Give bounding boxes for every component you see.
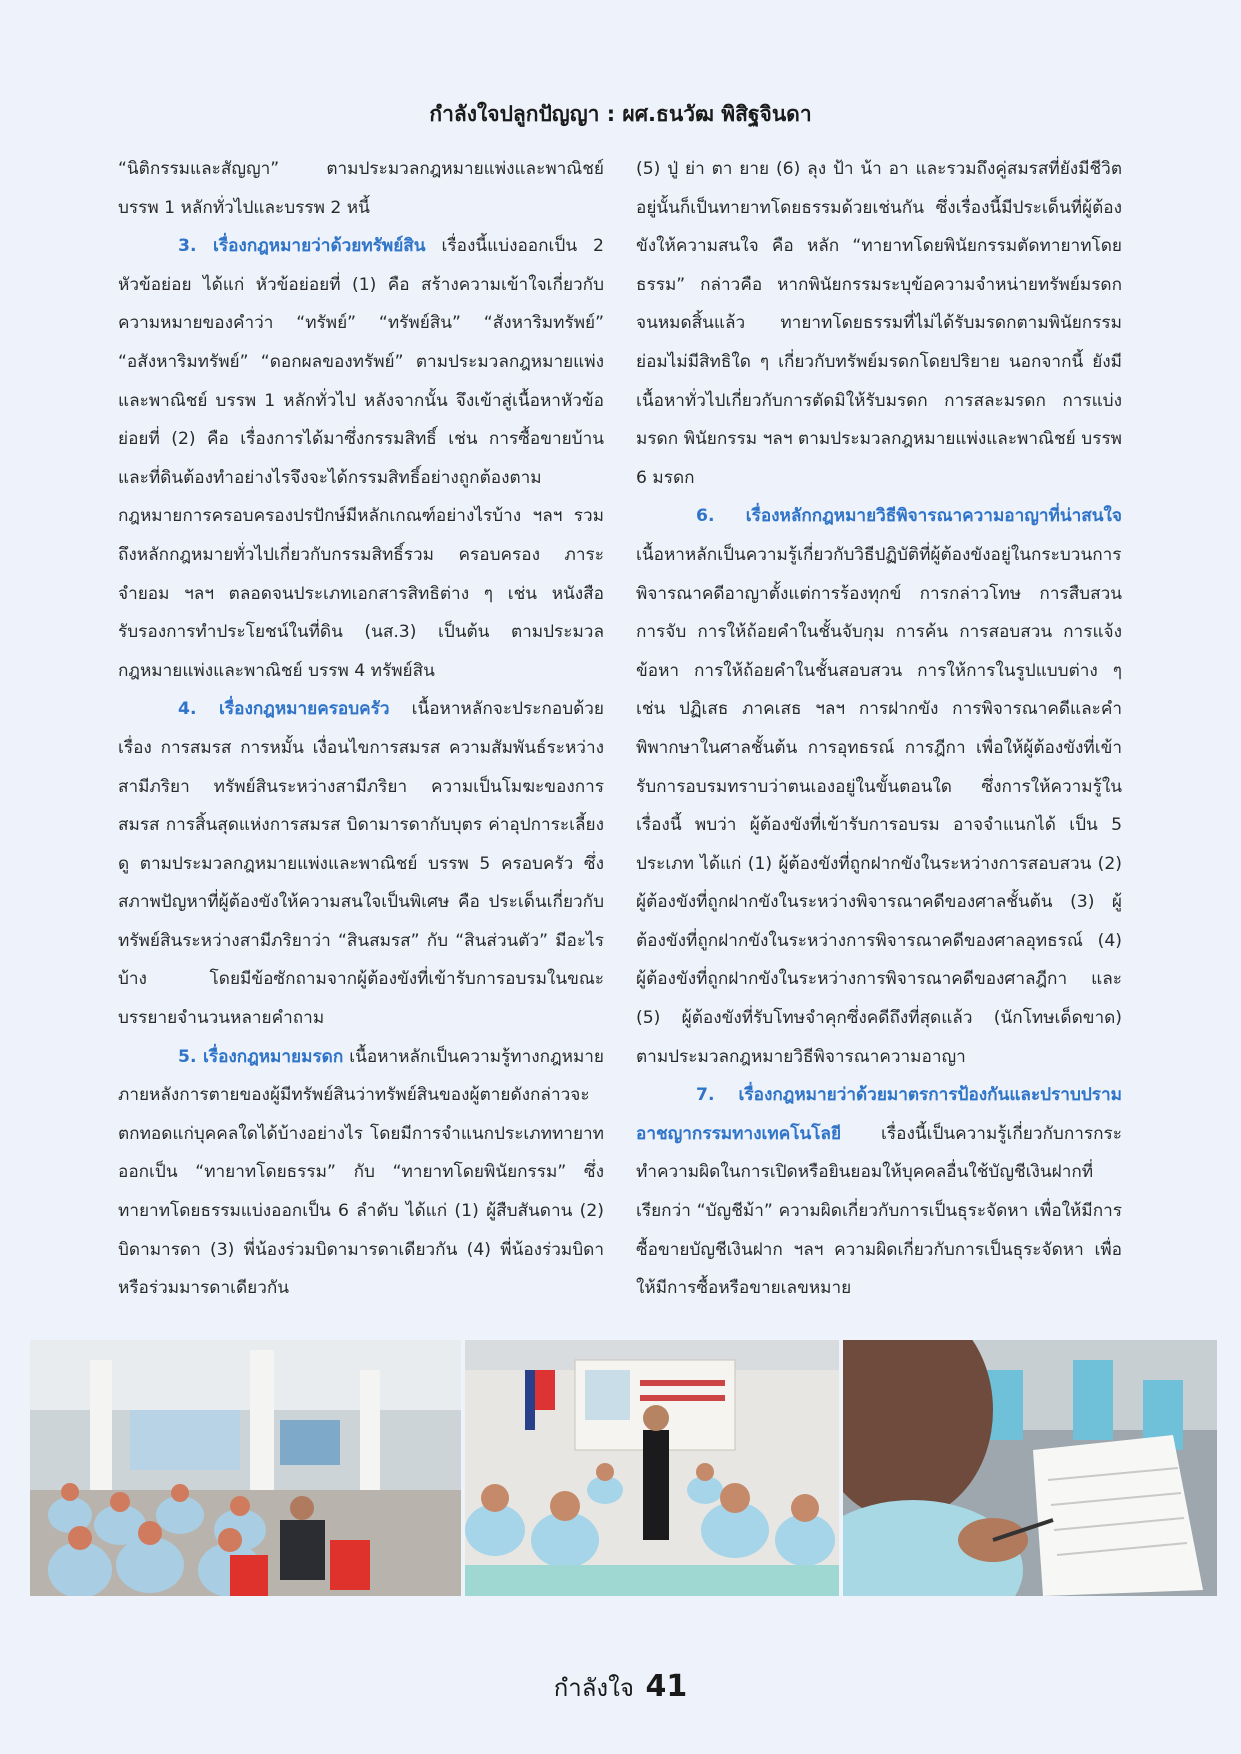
- running-header: [0, 98, 1241, 131]
- paragraph: [636, 1076, 1122, 1308]
- section-heading: 3. เรื่องกฎหมายว่าด้วยทรัพย์สิน: [178, 236, 426, 257]
- paragraph: [118, 227, 604, 690]
- section-heading: 5. เรื่องกฎหมายมรดก: [178, 1046, 344, 1067]
- section-body: เรื่องนี้เป็นความรู้เกี่ยวกับการกระทำความผิดในการเปิดหรือยินยอมให้บุคคลอื่นใช้บัญชีเงินฝากที่เรียกว่า “บัญชีม้า” ความผิดเกี่ยวกับการเป็นธุระจัดหา เพื่อให้มีการซื้อขายบัญชีเงินฝาก ฯลฯ ความผิดเกี่ยวกับการเป็นธุระจัดหา เพื่อให้มีการซื้อหรือขายเลขหมาย: [636, 1123, 1122, 1299]
- paragraph: [118, 690, 604, 1037]
- paragraph: [636, 497, 1122, 1076]
- paragraph: [118, 1038, 604, 1308]
- section-heading: 4. เรื่องกฎหมายครอบครัว: [178, 699, 390, 720]
- photo-strip: [30, 1340, 1217, 1596]
- photo-training-hall: [30, 1340, 461, 1596]
- series-title: กำลังใจปลูกปัญญา: [429, 102, 600, 126]
- section-heading: 7. เรื่องกฎหมายว่าด้วยมาตรการป้องกันและปราบปรามอาชญากรรมทางเทคโนโลยี: [636, 1085, 1122, 1144]
- left-column: [118, 150, 604, 1308]
- section-body: เนื้อหาหลักจะประกอบด้วย เรื่อง การสมรส การหมั้น เงื่อนไขการสมรส ความสัมพันธ์ระหว่างสามีภริยา ทรัพย์สินระหว่างสามีภริยา ความเป็นโมฆะของการสมรส การสิ้นสุดแห่งการสมรส บิดามารดากับบุตร ค่าอุปการะเลี้ยงดู ตามประมวลกฎหมายแพ่งและพาณิชย์ บรรพ 5 ครอบครัว ซึ่งสภาพปัญหาที่ผู้ต้องขังให้ความสนใจเป็นพิเศษ คือ ประเด็นเกี่ยวกับทรัพย์สินระหว่างสามีภริยาว่า “สินสมรส” กับ “สินส่วนตัว” มีอะไรบ้าง โดยมีข้อซักถามจากผู้ต้องขังที่เข้ารับการอบรมในขณะบรรยายจำนวนหลายคำถาม: [118, 699, 605, 1029]
- section-body: เนื้อหาหลักเป็นความรู้ทางกฎหมายภายหลังการตายของผู้มีทรัพย์สินว่าทรัพย์สินของผู้ตายดังกล่าวจะตกทอดแก่บุคคลใดได้บ้างอย่างไร โดยมีการจำแนกประเภททายาทออกเป็น “ทายาทโดยธรรม” กับ “ทายาทโดยพินัยกรรม” ซึ่งทายาทโดยธรรมแบ่งออกเป็น 6 ลำดับ ได้แก่ (1) ผู้สืบสันดาน (2) บิดามารดา (3) พี่น้องร่วมบิดามารดาเดียวกัน (4) พี่น้องร่วมบิดาหรือร่วมมารดาเดียวกัน: [118, 1046, 604, 1299]
- paragraph: (5) ปู่ ย่า ตา ยาย (6) ลุง ป้า น้า อา และรวมถึงคู่สมรสที่ยังมีชีวิตอยู่นั้นก็เป็นทายาทโดยธรรมด้วยเช่นกัน ซึ่งเรื่องนี้มีประเด็นที่ผู้ต้องขังให้ความสนใจ คือ หลัก “ทายาทโดยพินัยกรรมตัดทายาทโดยธรรม” กล่าวคือ หากพินัยกรรมระบุข้อความจำหน่ายทรัพย์มรดกจนหมดสิ้นแล้ว ทายาทโดยธรรมที่ไม่ได้รับมรดกตามพินัยกรรมย่อมไม่มีสิทธิใด ๆ เกี่ยวกับทรัพย์มรดกโดยปริยาย นอกจากนี้ ยังมีเนื้อหาทั่วไปเกี่ยวกับการตัดมิให้รับมรดก การสละมรดก การแบ่งมรดก พินัยกรรม ฯลฯ ตามประมวลกฎหมายแพ่งและพาณิชย์ บรรพ 6 มรดก: [636, 159, 1122, 488]
- page-number: 41: [645, 1669, 688, 1704]
- magazine-name: กำลังใจ: [553, 1674, 634, 1702]
- paragraph: “นิติกรรมและสัญญา” ตามประมวลกฎหมายแพ่งและพาณิชย์ บรรพ 1 หลักทั่วไปและบรรพ 2 หนี้: [118, 159, 604, 218]
- section-body: เรื่องนี้แบ่งออกเป็น 2 หัวข้อย่อย ได้แก่ หัวข้อย่อยที่ (1) คือ สร้างความเข้าใจเกี่ยวกับความหมายของคำว่า “ทรัพย์” “ทรัพย์สิน” “สังหาริมทรัพย์” “อสังหาริมทรัพย์” “ดอกผลของทรัพย์” ตามประมวลกฎหมายแพ่งและพาณิชย์ บรรพ 1 หลักทั่วไป หลังจากนั้น จึงเข้าสู่เนื้อหาหัวข้อย่อยที่ (2) คือ เรื่องการได้มาซึ่งกรรมสิทธิ์ เช่น การซื้อขายบ้านและที่ดินต้องทำอย่างไรจึงจะได้กรรมสิทธิ์อย่างถูกต้องตามกฎหมายการครอบครองปรปักษ์มีหลักเกณฑ์อย่างไรบ้าง ฯลฯ รวมถึงหลักกฎหมายทั่วไปเกี่ยวกับกรรมสิทธิ์รวม ครอบครอง ภาระจำยอม ฯลฯ ตลอดจนประเภทเอกสารสิทธิต่าง ๆ เช่น หนังสือรับรองการทำประโยชน์ในที่ดิน (นส.3) เป็นต้น ตามประมวลกฎหมายแพ่งและพาณิชย์ บรรพ 4 ทรัพย์สิน: [118, 236, 604, 681]
- right-column: [636, 150, 1122, 1308]
- photo-writing: [843, 1340, 1217, 1596]
- author-name: ผศ.ธนวัฒ พิสิฐจินดา: [622, 102, 812, 126]
- photo-lecture: [465, 1340, 839, 1596]
- page-footer: [0, 1668, 1241, 1707]
- header-separator: :: [599, 102, 623, 126]
- section-heading: 6. เรื่องหลักกฎหมายวิธีพิจารณาความอาญาที่น่าสนใจ: [696, 506, 1122, 527]
- section-body: เนื้อหาหลักเป็นความรู้เกี่ยวกับวิธีปฏิบัติที่ผู้ต้องขังอยู่ในกระบวนการพิจารณาคดีอาญาตั้งแต่การร้องทุกข์ การกล่าวโทษ การสืบสวน การจับ การให้ถ้อยคำในชั้นจับกุม การค้น การสอบสวน การแจ้งข้อหา การให้ถ้อยคำในชั้นสอบสวน การให้การในรูปแบบต่าง ๆ เช่น ปฏิเสธ ภาคเสธ ฯลฯ การฝากขัง การพิจารณาคดีและคำพิพากษาในศาลชั้นต้น การอุทธรณ์ การฎีกา เพื่อให้ผู้ต้องขังที่เข้ารับการอบรมทราบว่าตนเองอยู่ในขั้นตอนใด ซึ่งการให้ความรู้ในเรื่องนี้ พบว่า ผู้ต้องขังที่เข้ารับการอบรม อาจจำแนกได้ เป็น 5 ประเภท ได้แก่ (1) ผู้ต้องขังที่ถูกฝากขังในระหว่างการสอบสวน (2) ผู้ต้องขังที่ถูกฝากขังในระหว่างพิจารณาคดีของศาลชั้นต้น (3) ผู้ต้องขังที่ถูกฝากขังในระหว่างการพิจารณาคดีของศาลอุทธรณ์ (4) ผู้ต้องขังที่ถูกฝากขังในระหว่างการพิจารณาคดีของศาลฎีกา และ (5) ผู้ต้องขังที่รับโทษจำคุกซึ่งคดีถึงที่สุดแล้ว (นักโทษเด็ดขาด) ตามประมวลกฎหมายวิธีพิจารณาความอาญา: [636, 544, 1122, 1067]
